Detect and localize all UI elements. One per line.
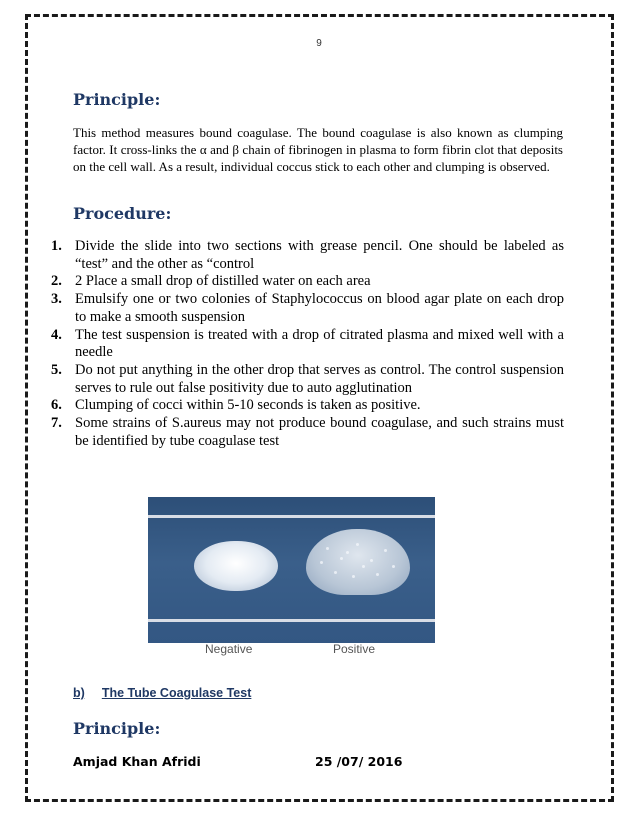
- procedure-step: [44, 327, 564, 362]
- tube-coagulase-subheading: [73, 686, 251, 700]
- procedure-step: [44, 362, 564, 397]
- page-number: 9: [316, 38, 322, 49]
- procedure-step: [44, 291, 564, 326]
- principle-heading-2: Principle:: [73, 719, 161, 738]
- step-number: 3.: [51, 291, 62, 308]
- footer-date: 25 /07/ 2016: [315, 754, 403, 769]
- step-text: Emulsify one or two colonies of Staphylococcus on blood agar plate on each drop to make a smooth suspension: [75, 291, 564, 325]
- step-text: Clumping of cocci within 5-10 seconds is taken as positive.: [75, 397, 421, 414]
- step-number: 7.: [51, 415, 62, 432]
- procedure-list: [44, 238, 564, 450]
- subheading-title: The Tube Coagulase Test: [101, 686, 252, 700]
- positive-label: Positive: [333, 642, 376, 656]
- negative-label: Negative: [205, 642, 253, 656]
- procedure-step: [44, 273, 564, 291]
- step-number: 4.: [51, 326, 62, 343]
- procedure-step: [44, 397, 564, 415]
- slide-line-top: [148, 515, 435, 518]
- positive-drop: [306, 529, 410, 595]
- step-text: Divide the slide into two sections with grease pencil. One should be labeled as “test” and the other as “control: [75, 238, 564, 272]
- step-number: 6.: [51, 397, 62, 414]
- negative-drop: [194, 541, 278, 591]
- principle-paragraph: This method measures bound coagulase. The bound coagulase is also known as clumping factor. It cross-links the α and β chain of fibrinogen in plasma to form fibrin clot that deposits on the cell wall. As a result, individual coccus stick to each other and clumping is observed.: [73, 125, 563, 174]
- step-number: 1.: [51, 238, 62, 254]
- step-text: Do not put anything in the other drop that serves as control. The control suspension serves to rule out false positivity due to auto agglutination: [75, 361, 564, 396]
- footer-author: Amjad Khan Afridi: [73, 754, 201, 769]
- principle-heading: Principle:: [73, 90, 161, 109]
- step-text: Some strains of S.aureus may not produce bound coagulase, and such strains must be identified by tube coagulase test: [75, 415, 564, 449]
- step-text: The test suspension is treated with a drop of citrated plasma and mixed well with a needle: [75, 326, 564, 361]
- step-number: 2.: [51, 273, 62, 290]
- procedure-step: [44, 415, 564, 450]
- procedure-step: [44, 238, 564, 273]
- slide-coagulase-image: [148, 497, 435, 643]
- step-number: 5.: [51, 361, 62, 378]
- slide-line-bottom: [148, 619, 435, 622]
- procedure-heading: Procedure:: [73, 204, 172, 223]
- step-text: 2 Place a small drop of distilled water on each area: [75, 273, 371, 290]
- subheading-marker: b): [73, 686, 85, 700]
